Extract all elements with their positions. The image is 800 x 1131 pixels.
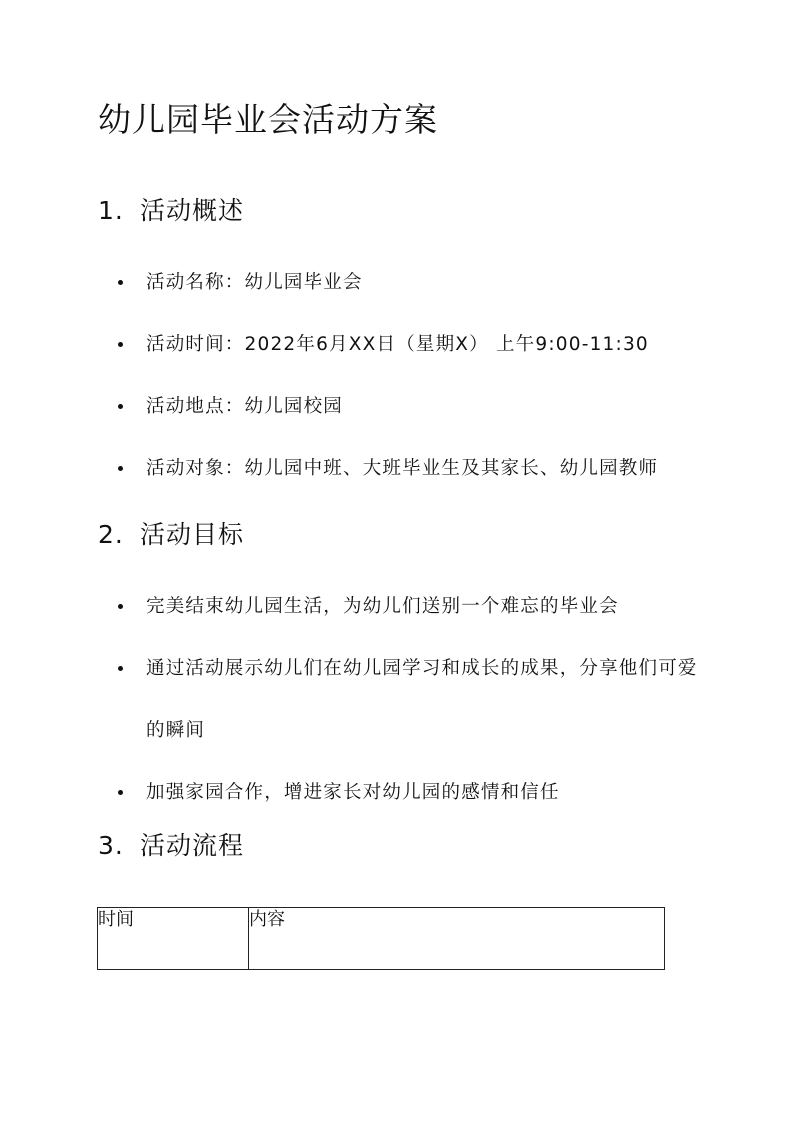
list-item <box>118 438 698 500</box>
list-item <box>118 376 698 438</box>
section-number: 1. <box>98 196 124 225</box>
list-item <box>118 638 698 762</box>
section-heading-goals <box>98 515 244 555</box>
section-title: 活动目标 <box>140 520 245 549</box>
section-number: 2. <box>98 520 124 549</box>
bullet-icon <box>118 280 123 285</box>
list-item-text: 活动地点：幼儿园校园 <box>146 396 344 417</box>
table-header-content: 内容 <box>249 908 665 970</box>
list-item-text: 活动时间：2022年6月XX日（星期X） 上午9:00-11:30 <box>146 334 649 355</box>
section-title: 活动流程 <box>140 831 245 860</box>
list-item-text: 活动名称：幼儿园毕业会 <box>146 272 363 293</box>
document-title: 幼儿园毕业会活动方案 <box>98 100 438 139</box>
table-header-time: 时间 <box>98 908 249 970</box>
flow-table <box>97 907 665 970</box>
bullet-icon <box>118 342 123 347</box>
bullet-icon <box>118 466 123 471</box>
list-item-text: 完美结束幼儿园生活，为幼儿们送别一个难忘的毕业会 <box>146 596 619 617</box>
section-heading-overview <box>98 191 244 231</box>
bullet-icon <box>118 404 123 409</box>
section-heading-flow <box>98 826 244 866</box>
table-header-row <box>98 908 665 970</box>
section-number: 3. <box>98 831 124 860</box>
list-item-text: 通过活动展示幼儿们在幼儿园学习和成长的成果，分享他们可爱的瞬间 <box>146 658 698 741</box>
bullet-icon <box>118 666 123 671</box>
list-item-text: 加强家园合作，增进家长对幼儿园的感情和信任 <box>146 782 560 803</box>
list-item <box>118 762 698 824</box>
list-item <box>118 314 698 376</box>
bullet-icon <box>118 604 123 609</box>
section-title: 活动概述 <box>140 196 245 225</box>
list-item-text: 活动对象：幼儿园中班、大班毕业生及其家长、幼儿园教师 <box>146 458 659 479</box>
overview-list <box>118 252 698 500</box>
list-item <box>118 576 698 638</box>
bullet-icon <box>118 790 123 795</box>
list-item <box>118 252 698 314</box>
goals-list <box>118 576 698 824</box>
